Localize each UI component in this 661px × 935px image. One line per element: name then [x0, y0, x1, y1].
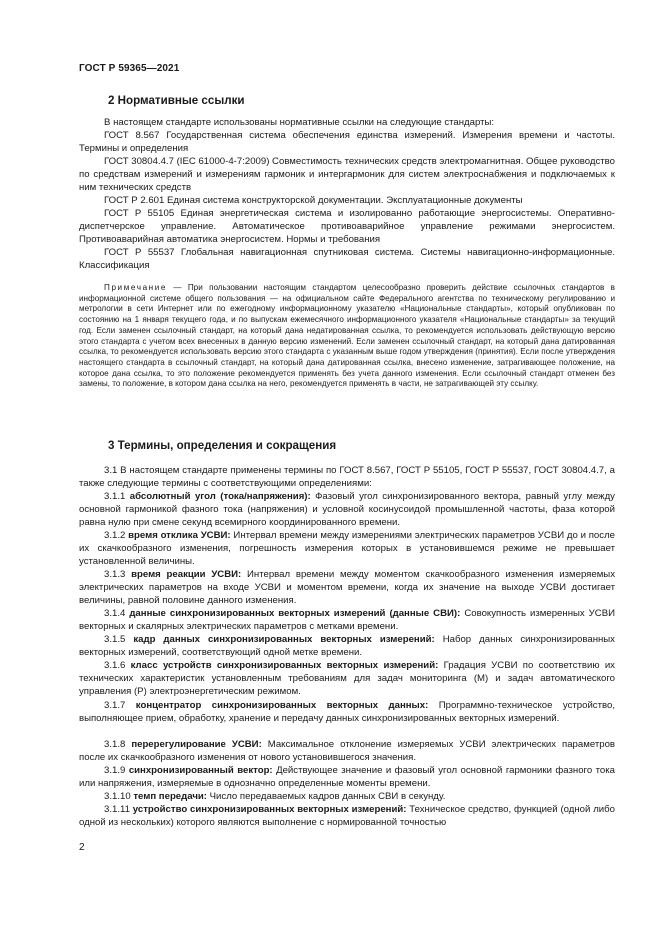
- term-definition: 3.1.1 абсолютный угол (тока/напряжения): Фазовый угол синхронизированного вектора, равный углу между основной гармоникой фазного тока (напряжения) и условной косинусоидой промышленной частоты, фаза которой равна нулю при смене секунд всемирного координированного времени.: [79, 491, 615, 528]
- term-name: данные синхронизированных векторных измерений (данные СВИ):: [129, 608, 461, 619]
- section-2-intro: В настоящем стандарте использованы нормативные ссылки на следующие стандарты:: [104, 117, 495, 128]
- term-name: перерегулирование УСВИ:: [131, 739, 262, 750]
- section-3-title: 3 Термины, определения и сокращения: [108, 439, 337, 452]
- term-name: время реакции УСВИ:: [131, 569, 242, 580]
- reference-item: ГОСТ 8.567 Государственная система обеспечения единства измерений. Измерения времени и частоты. Термины и определения: [79, 130, 615, 154]
- reference-item: ГОСТ Р 55105 Единая энергетическая система и изолированно работающие энергосистемы. Оперативно-диспетчерское управление. Автоматическое противоаварийное управление режимами энергосистем. Противоаварийная автоматика энергосистем. Нормы и требования: [79, 208, 615, 245]
- reference-item: ГОСТ 30804.4.7 (IEC 61000-4-7:2009) Совместимость технических средств электромагнитная. Общее руководство по средствам измерений и измерениям гармоник и интергармоник для систем электроснабжения и подключаемых к ним технических средств: [79, 156, 616, 193]
- reference-item: ГОСТ Р 55537 Глобальная навигационная спутниковая система. Системы навигационно-информационные. Классификация: [79, 247, 615, 271]
- note-paragraph: [79, 283, 615, 390]
- term-definition: 3.1.6 класс устройств синхронизированных векторных измерений: Градация УСВИ по соответствию их технических характеристик установленным требованиям для задач мониторинга (М) и задач автоматического управления (Р) электроэнергетическим режимом.: [79, 660, 615, 697]
- page-number: 2: [79, 842, 85, 853]
- term-name: устройство синхронизированных векторных измерений:: [132, 804, 407, 815]
- term-name: синхронизированный вектор:: [128, 765, 273, 776]
- section-2-title: 2 Нормативные ссылки: [108, 94, 245, 107]
- section-3-intro: 3.1 В настоящем стандарте применены термины по ГОСТ 8.567, ГОСТ Р 55105, ГОСТ Р 55537, ГОСТ 30804.4.7, а также следующие термины с соответствующими определениями:: [79, 465, 615, 489]
- term-name: класс устройств синхронизированных векторных измерений:: [130, 660, 439, 671]
- term-name: темп передачи:: [133, 791, 207, 802]
- note-text: — При пользовании настоящим стандартом целесообразно проверить действие ссылочных стандартов в информационной системе общего пользования — на официальном сайте Федерального агентства по техническому регулированию и метрологии в сети Интернет или по ежегодному информационному указателю «Национальные стандарты», который опубликован по состоянию на 1 января текущего года, и по выпускам ежемесячного информационного указателя «Национальные стандарты» за текущий год. Если заменен ссылочный стандарт, на который дана недатированная ссылка, то рекомендуется использовать действующую версию этого стандарта с учетом всех внесенных в данную версию изменений. Если заменен ссылочный стандарт, на который дана датированная ссылка, то рекомендуется использовать версию этого стандарта с указанным выше годом утверждения (принятия). Если после утверждения настоящего стандарта в ссылочный стандарт, на который дана датированная ссылка, внесено изменение, затрагивающее положение, на которое дана ссылка, то это положение рекомендуется применять без учета данного изменения. Если ссылочный стандарт отменен без замены, то положение, в котором дана ссылка на него, рекомендуется применять в части, не затрагивающей эту ссылку.: [79, 283, 615, 389]
- term-name: абсолютный угол (тока/напряжения):: [129, 491, 311, 502]
- term-definition: 3.1.4 данные синхронизированных векторных измерений (данные СВИ): Совокупность измеренных УСВИ векторных и скалярных электрических параметров с метками времени.: [79, 608, 615, 632]
- document-id-header: ГОСТ Р 59365—2021: [79, 63, 180, 74]
- term-name: кадр данных синхронизированных векторных измерений:: [133, 634, 435, 645]
- term-name: концентратор синхронизированных векторных данных:: [135, 700, 429, 711]
- term-definition: 3.1.2 время отклика УСВИ: Интервал времени между измерениями электрических параметров УСВИ до и после их скачкообразного изменения, погрешность измерения которых в установившемся режиме не превышает установленной величины.: [79, 530, 615, 567]
- term-definition: 3.1.3 время реакции УСВИ: Интервал времени между моментом скачкообразного изменения измеряемых электрических параметров на входе УСВИ и моментом времени, когда их значение на выходе УСВИ достигает величины, равной половине данного изменения.: [79, 569, 615, 606]
- note-label: Примечание: [104, 283, 168, 292]
- term-definition: 3.1.7 концентратор синхронизированных векторных данных: Программно-техническое устройство, выполняющее прием, обработку, хранение и передачу данных синхронизированных векторных измерений.: [79, 700, 615, 724]
- term-name: время отклика УСВИ:: [128, 530, 231, 541]
- term-definition: 3.1.9 синхронизированный вектор: Действующее значение и фазовый угол основной гармоники фазного тока или напряжения, измеряемые в однозначно определенные моменты времени.: [79, 765, 615, 789]
- reference-item: ГОСТ Р 2.601 Единая система конструкторской документации. Эксплуатационные документы: [104, 195, 523, 206]
- term-definition: 3.1.11 устройство синхронизированных векторных измерений: Техническое средство, функцией (одной либо одной из нескольких) которого являются выполнение с нормированной точностью: [79, 804, 615, 828]
- term-definition: 3.1.8 перерегулирование УСВИ: Максимальное отклонение измеряемых УСВИ электрических параметров после их скачкообразного изменения от нового установившегося значения.: [79, 739, 615, 763]
- term-definition: 3.1.10 темп передачи: Число передаваемых кадров данных СВИ в секунду.: [104, 791, 446, 802]
- term-definition: 3.1.5 кадр данных синхронизированных векторных измерений: Набор данных синхронизированных векторных измерений, соответствующий одной метке времени.: [79, 634, 615, 658]
